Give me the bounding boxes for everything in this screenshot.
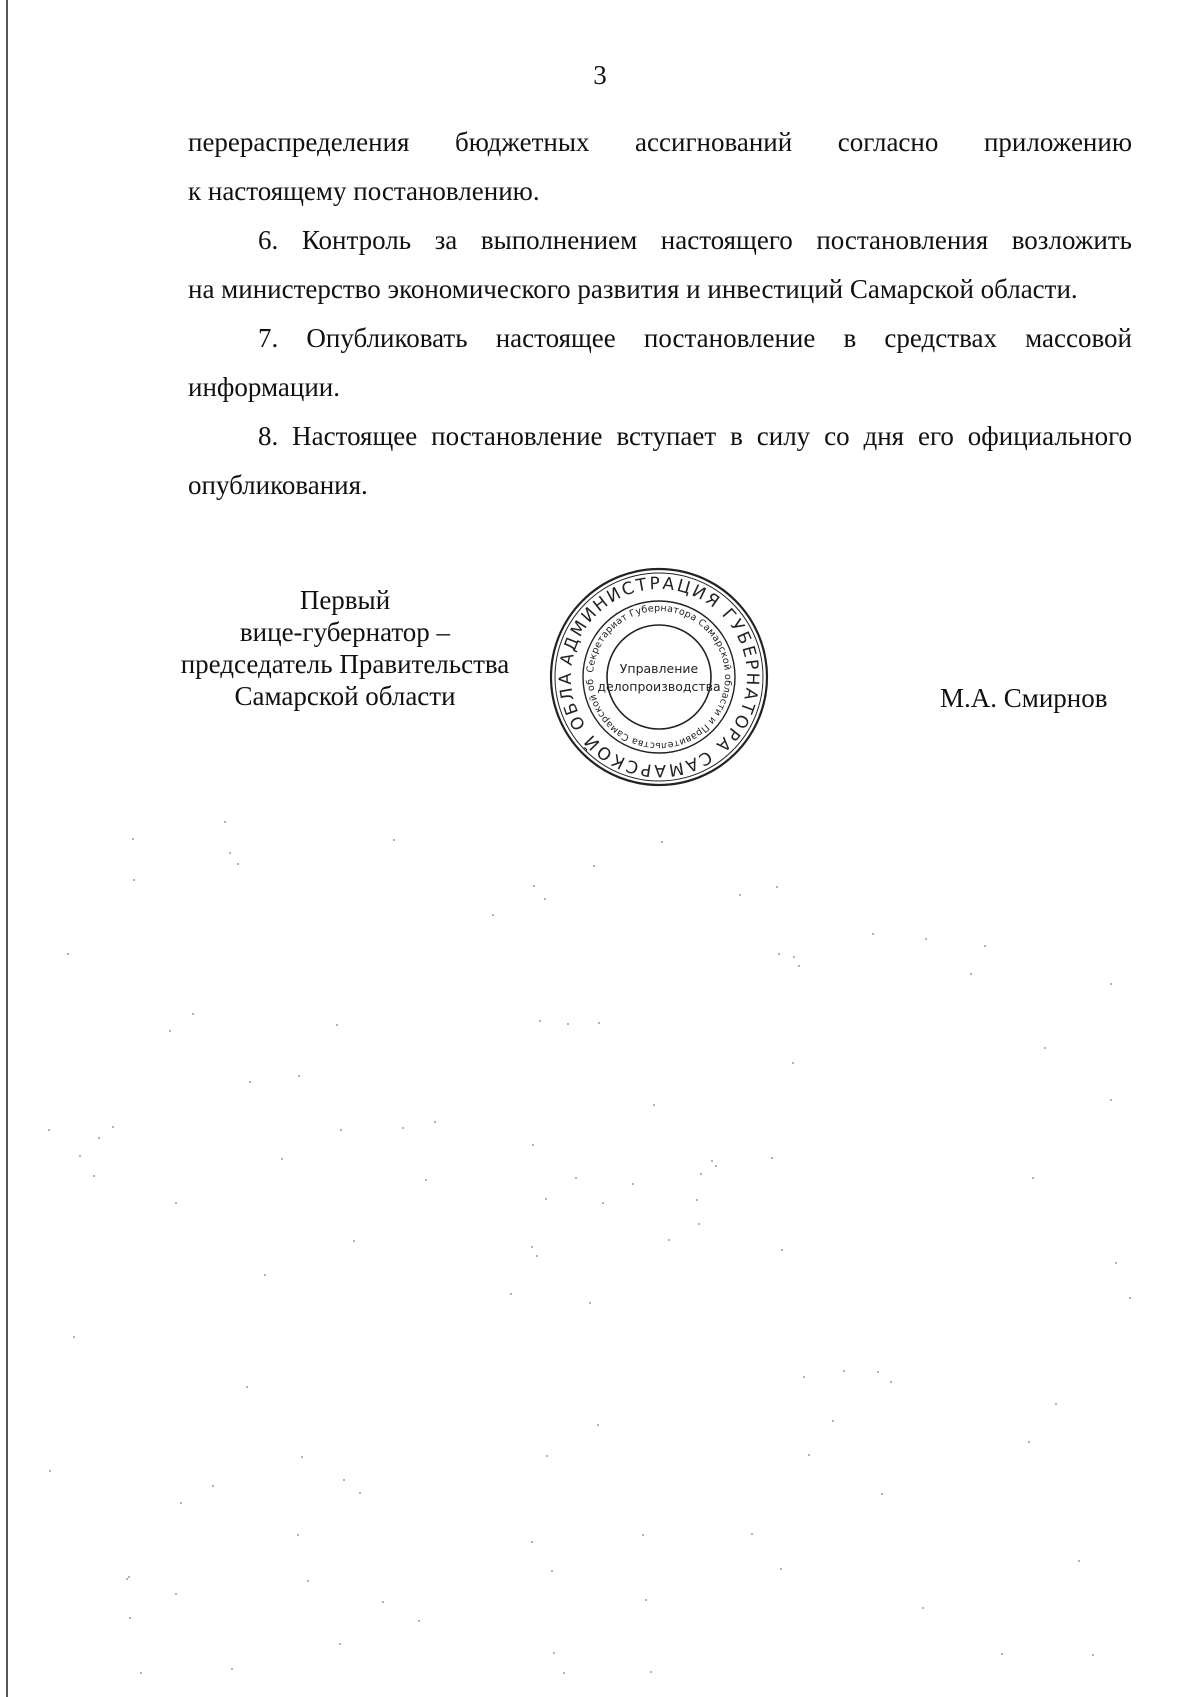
scan-speck xyxy=(696,1199,698,1201)
scan-speck xyxy=(545,1198,547,1200)
seal-inner-ring xyxy=(607,625,711,729)
scan-speck xyxy=(575,1177,577,1179)
scan-speck xyxy=(297,1534,299,1536)
scan-speck xyxy=(1129,1297,1131,1299)
scan-speck xyxy=(632,1183,634,1185)
scan-speck xyxy=(642,1534,644,1536)
scan-speck xyxy=(343,1479,345,1481)
scan-speck xyxy=(126,1578,128,1580)
text-line: перераспределения бюджетных ассигнований согласно приложению xyxy=(188,127,1132,157)
scan-speck xyxy=(536,1255,538,1257)
scan-speck xyxy=(492,914,494,916)
scan-speck xyxy=(393,839,395,841)
scan-speck xyxy=(771,1157,773,1159)
scan-speck xyxy=(563,1672,565,1674)
scan-speck xyxy=(650,1671,652,1673)
scan-speck xyxy=(832,1420,834,1422)
text-line: опубликования. xyxy=(188,470,368,500)
scan-speck xyxy=(175,1202,177,1204)
scan-speck xyxy=(567,1023,569,1025)
scan-speck xyxy=(301,1456,303,1458)
seal-graphic xyxy=(548,566,770,788)
seal-outer-text: АДМИНИСТРАЦИЯ ГУБЕРНАТОРА САМАРСКОЙ ОБЛА xyxy=(555,573,763,781)
text-line: 6. Контроль за выполнением настоящего постановления возложить xyxy=(258,225,1132,255)
scan-speck xyxy=(711,1160,713,1162)
scan-speck xyxy=(49,1470,51,1472)
scan-speck xyxy=(531,1246,533,1248)
scan-speck xyxy=(553,1652,555,1654)
scan-edge-line xyxy=(6,0,8,1697)
scan-speck xyxy=(1110,983,1112,985)
scan-speck xyxy=(1028,1441,1030,1443)
body-text xyxy=(188,118,1132,510)
seal-middle-ring xyxy=(583,601,735,753)
scan-speck xyxy=(180,1502,182,1504)
scan-speck xyxy=(132,838,134,840)
scan-speck xyxy=(307,1580,309,1582)
scan-speck xyxy=(353,1240,355,1242)
scan-speck xyxy=(792,1062,794,1064)
scan-speck xyxy=(434,1121,436,1123)
scan-speck xyxy=(175,1593,177,1595)
scan-speck xyxy=(531,1541,533,1543)
signer-title-line: председатель Правительства xyxy=(180,649,510,679)
scan-speck xyxy=(93,1175,95,1177)
scan-speck xyxy=(1044,1047,1046,1049)
scan-speck xyxy=(803,1376,805,1378)
scan-speck xyxy=(872,933,874,935)
paragraph-continuation xyxy=(188,118,1132,216)
scan-speck xyxy=(602,1202,604,1204)
scan-speck xyxy=(340,1129,342,1131)
scan-speck xyxy=(336,1024,338,1026)
scan-speck xyxy=(781,1249,783,1251)
signer-title-line: Первый xyxy=(299,585,391,615)
scan-speck xyxy=(128,1576,130,1578)
scan-speck xyxy=(544,898,546,900)
scan-speck xyxy=(970,973,972,975)
scan-speck xyxy=(229,852,231,854)
signer-name: М.А. Смирнов xyxy=(940,683,1108,713)
scan-speck xyxy=(597,1424,599,1426)
scan-speck xyxy=(890,1381,892,1383)
scan-speck xyxy=(793,956,795,958)
scan-speck xyxy=(192,1013,194,1015)
scan-speck xyxy=(246,1386,248,1388)
scan-speck xyxy=(212,1485,214,1487)
scan-speck xyxy=(425,1179,427,1181)
scan-speck xyxy=(589,1302,591,1304)
scan-speck xyxy=(48,1129,50,1131)
scan-speck xyxy=(776,886,778,888)
scan-speck xyxy=(843,1370,845,1372)
scan-speck xyxy=(67,953,69,955)
scan-speck xyxy=(881,1493,883,1495)
scan-speck xyxy=(1078,1560,1080,1562)
signer-title-line: Самарской области xyxy=(234,681,456,711)
scan-speck xyxy=(224,821,226,823)
scan-speck xyxy=(532,1144,534,1146)
scan-speck xyxy=(510,1293,512,1295)
scan-speck xyxy=(249,1081,251,1083)
scan-speck xyxy=(798,965,800,967)
scan-speck xyxy=(698,1223,700,1225)
signer-title-line: вице-губернатор – xyxy=(239,617,451,647)
scan-speck xyxy=(808,1454,810,1456)
paragraph-item-7 xyxy=(188,314,1132,412)
scan-speck xyxy=(112,1126,114,1128)
scan-speck xyxy=(645,1599,647,1601)
scan-speck xyxy=(79,1155,81,1157)
scan-speck xyxy=(418,1620,420,1622)
scan-speck xyxy=(739,894,741,896)
signer-title xyxy=(150,584,540,712)
page-number: 3 xyxy=(593,60,607,90)
scan-speck xyxy=(129,1617,131,1619)
scan-speck xyxy=(133,879,135,881)
scan-speck xyxy=(359,1492,361,1494)
scan-speck xyxy=(653,1104,655,1106)
scan-speck xyxy=(668,1239,670,1241)
text-line: на министерство экономического развития и инвестиций Самарской области. xyxy=(188,274,1078,304)
scan-speck xyxy=(925,938,927,940)
scan-speck xyxy=(402,1127,404,1129)
scan-speck xyxy=(1055,1403,1057,1405)
scan-speck xyxy=(169,1030,171,1032)
scan-speck xyxy=(1092,1654,1094,1656)
paragraph-item-8 xyxy=(188,412,1132,510)
scan-speck xyxy=(237,863,239,865)
scan-speck xyxy=(661,841,663,843)
scan-speck xyxy=(539,1020,541,1022)
scan-speck xyxy=(73,1336,75,1338)
scan-speck xyxy=(1032,1177,1034,1179)
scan-speck xyxy=(382,1601,384,1603)
scan-speck xyxy=(984,945,986,947)
text-line: к настоящему постановлению. xyxy=(188,176,540,206)
text-line: 8. Настоящее постановление вступает в силу со дня его официального xyxy=(258,421,1132,451)
scan-speck xyxy=(877,1371,879,1373)
scan-speck xyxy=(281,1158,283,1160)
scan-speck xyxy=(546,1455,548,1457)
scan-speck xyxy=(140,1672,142,1674)
scan-speck xyxy=(231,1668,233,1670)
scan-speck xyxy=(551,1570,553,1572)
scan-speck xyxy=(593,865,595,867)
seal-inner-text: Секретариат Губернатора Самарской области и Правительства Самарской об xyxy=(584,602,734,752)
scan-speck xyxy=(1001,1653,1003,1655)
scan-speck xyxy=(98,1137,100,1139)
text-line: 7. Опубликовать настоящее постановление в средствах массовой xyxy=(258,323,1132,353)
scan-speck xyxy=(1115,1262,1117,1264)
paragraph-item-6 xyxy=(188,216,1132,314)
scan-speck xyxy=(298,1075,300,1077)
scan-speck xyxy=(780,1568,782,1570)
scan-speck xyxy=(1110,1099,1112,1101)
text-line: информации. xyxy=(188,372,340,402)
scan-speck xyxy=(922,1607,924,1609)
scan-speck xyxy=(700,1173,702,1175)
scan-speck xyxy=(533,885,535,887)
scan-speck xyxy=(339,1643,341,1645)
scan-speck xyxy=(778,953,780,955)
scan-speck xyxy=(598,1022,600,1024)
scan-speck xyxy=(264,1274,266,1276)
seal-center-line1: Управление xyxy=(619,661,699,676)
scan-speck xyxy=(751,1533,753,1535)
official-seal xyxy=(548,566,770,788)
seal-center-line2: делопроизводства xyxy=(597,679,721,694)
scan-speck xyxy=(715,1165,717,1167)
